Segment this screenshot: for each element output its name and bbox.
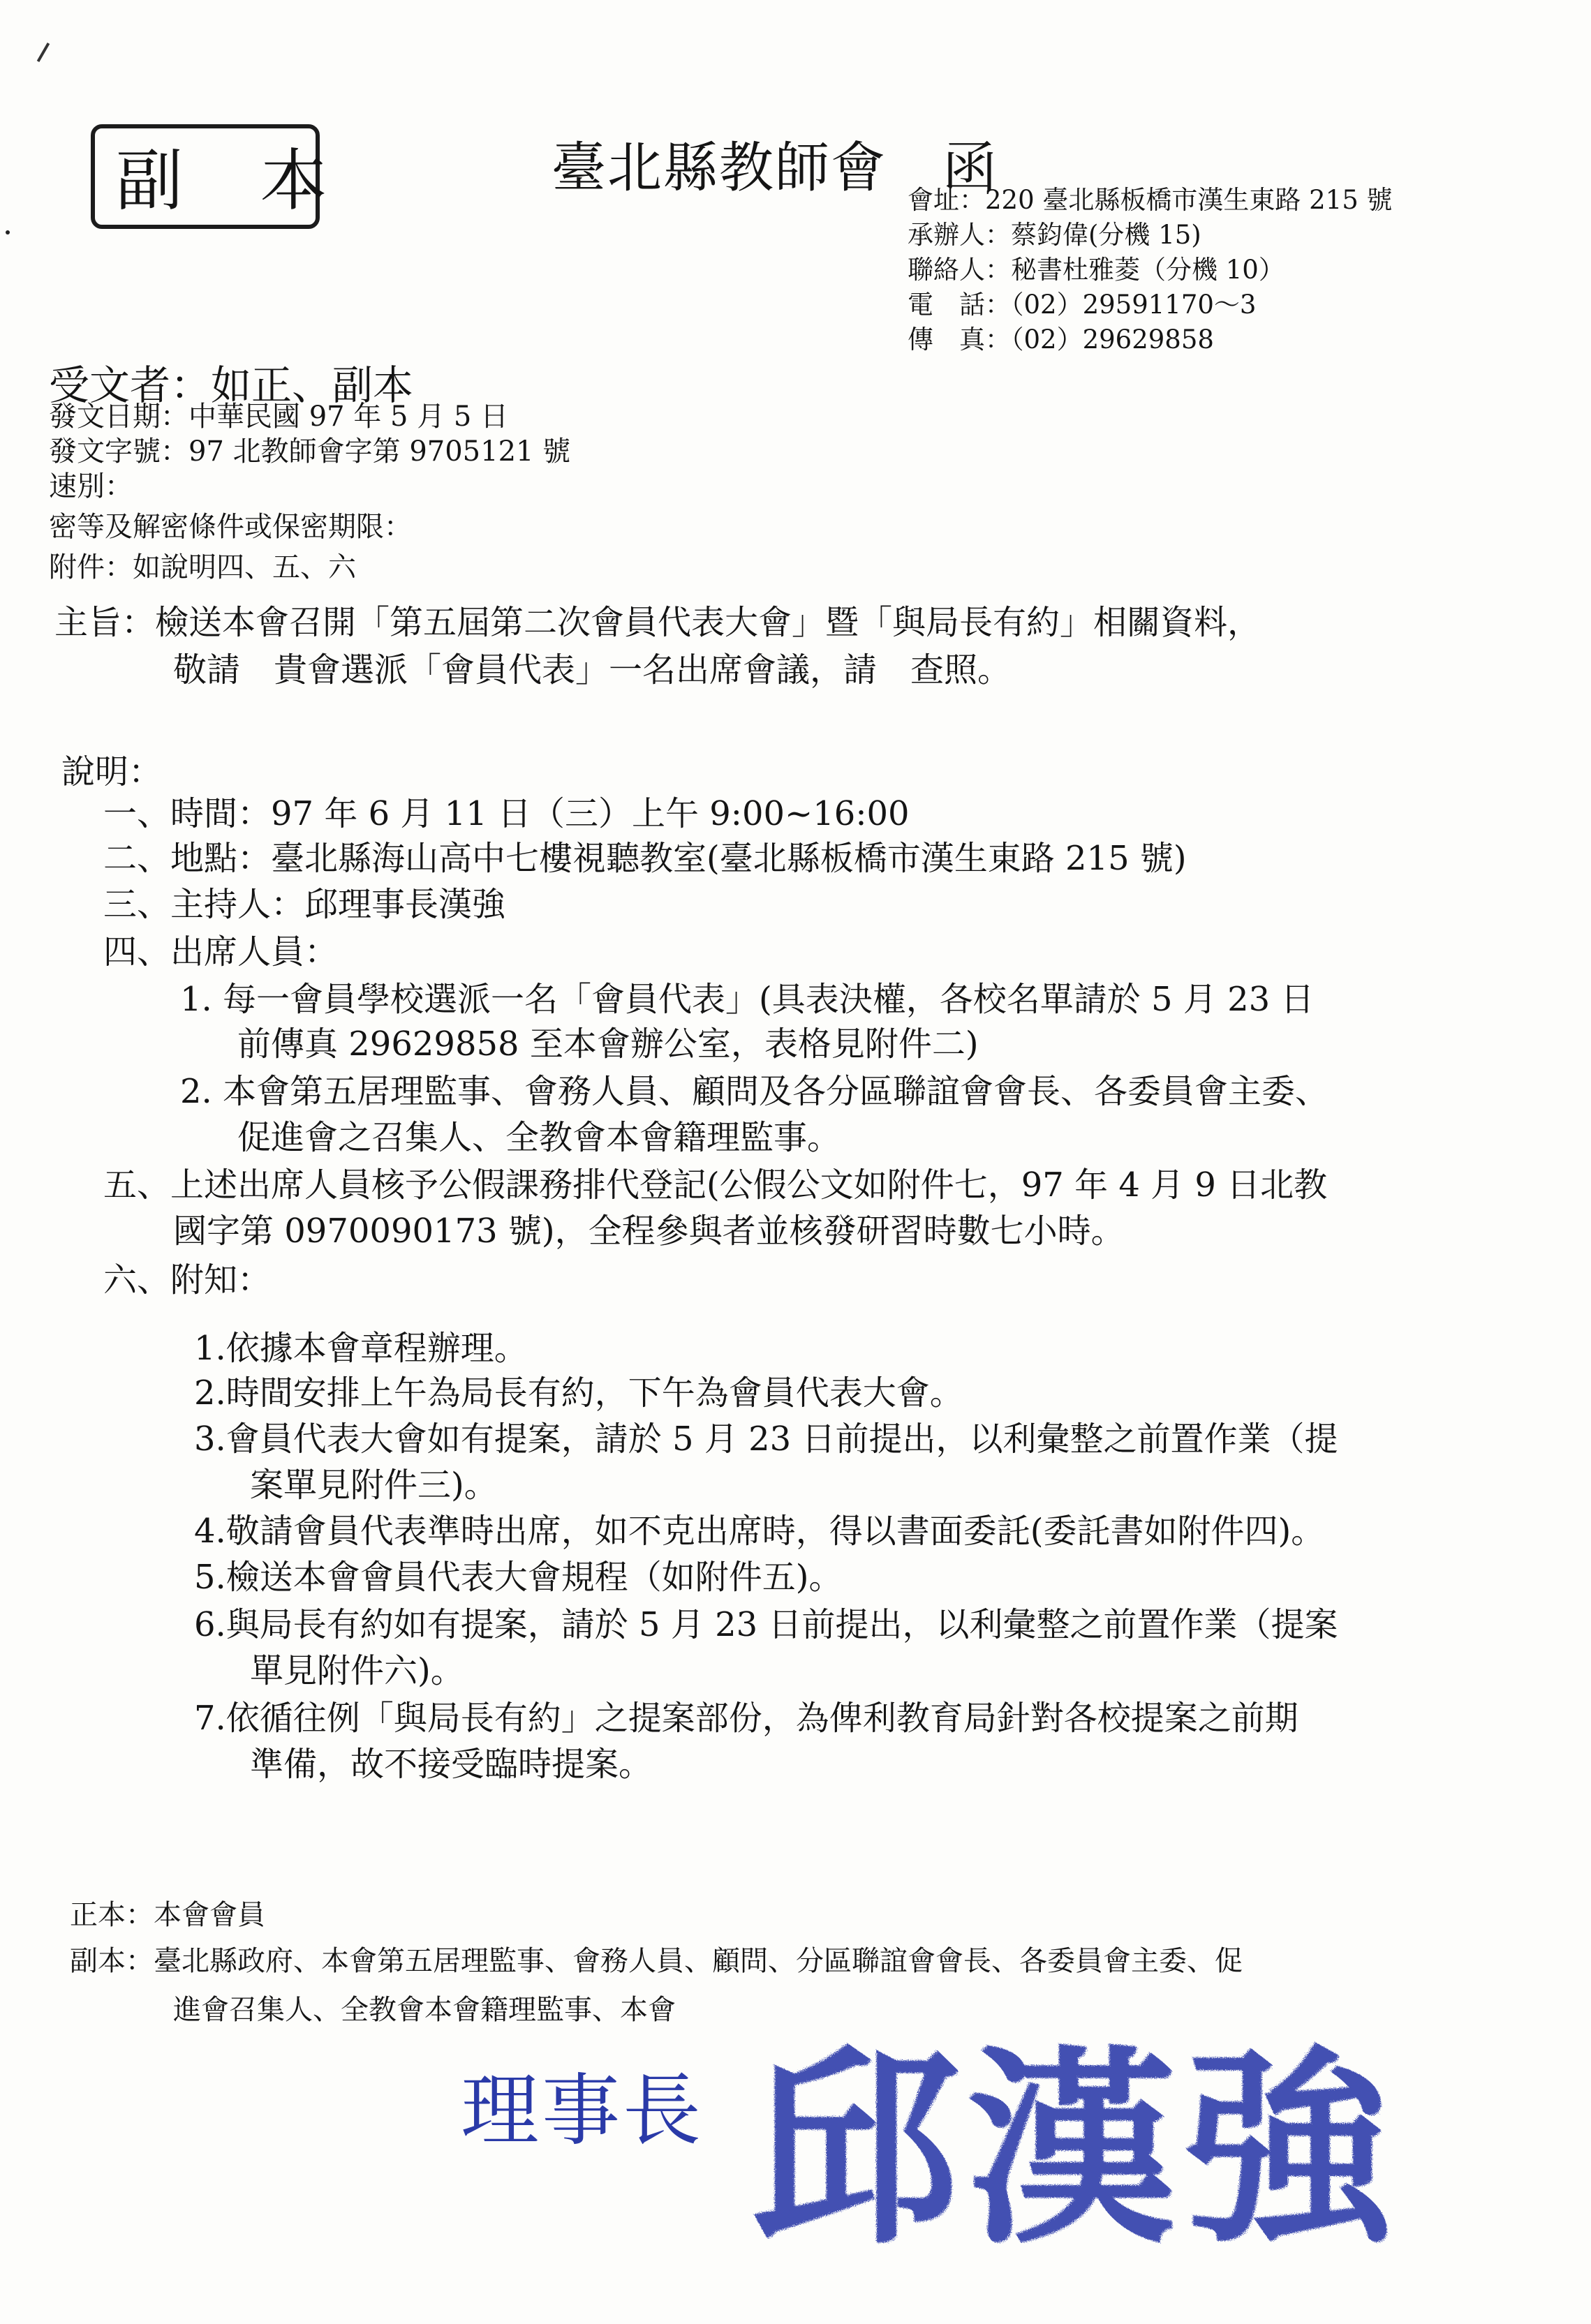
original-recipients: 正本：本會會員 bbox=[70, 1899, 265, 1931]
copy-recipients-1: 副本：臺北縣政府、本會第五居理監事、會務人員、顧問、分區聯誼會會長、各委員會主委、促 bbox=[70, 1945, 1243, 1977]
explanation-item-3: 三、主持人：邱理事長漢強 bbox=[103, 885, 506, 924]
copy-recipients-2: 進會召集人、全教會本會籍理監事、本會 bbox=[173, 1994, 676, 2026]
copy-stamp: 副 本 bbox=[91, 124, 320, 229]
note-item-continued: 單見附件六)。 bbox=[250, 1651, 464, 1690]
scan-dot bbox=[6, 230, 10, 234]
explanation-item-5a: 五、上述出席人員核予公假課務排代登記(公假公文如附件七，97 年 4 月 9 日北教 bbox=[103, 1165, 1328, 1205]
explanation-item-6: 六、附知： bbox=[103, 1260, 272, 1299]
note-item-continued: 案單見附件三)。 bbox=[250, 1466, 498, 1505]
explanation-item-4: 四、出席人員： bbox=[103, 932, 339, 971]
item-4-sub-2b: 促進會之召集人、全教會本會籍理監事。 bbox=[237, 1118, 841, 1157]
note-item: 4.敬請會員代表準時出席，如不克出席時，得以書面委託(委託書如附件四)。 bbox=[194, 1512, 1325, 1551]
recipient-line: 受文者：如正、副本 bbox=[49, 362, 414, 409]
subject-line-1: 主旨：檢送本會召開「第五屆第二次會員代表大會」暨「與局長有約」相關資料， bbox=[54, 603, 1261, 642]
scan-mark bbox=[37, 43, 50, 62]
note-item-continued: 準備，故不接受臨時提案。 bbox=[250, 1745, 653, 1784]
handler-line: 承辦人：蔡鈞偉(分機 15) bbox=[908, 220, 1201, 250]
note-item: 1.依據本會章程辦理。 bbox=[194, 1329, 528, 1368]
signature-name: 邱漢強 bbox=[750, 2026, 1400, 2265]
speed-line: 速別： bbox=[49, 470, 133, 502]
note-item: 6.與局長有約如有提案，請於 5 月 23 日前提出，以利彙整之前置作業（提案 bbox=[194, 1605, 1338, 1644]
note-item: 7.依循往例「與局長有約」之提案部份，為俾利教育局針對各校提案之前期 bbox=[194, 1699, 1298, 1738]
issue-date: 發文日期：中華民國 97 年 5 月 5 日 bbox=[49, 401, 509, 433]
note-item: 5.檢送本會會員代表大會規程（如附件五)。 bbox=[194, 1558, 843, 1597]
item-4-sub-1b: 前傳真 29629858 至本會辦公室，表格見附件二) bbox=[237, 1025, 979, 1064]
explanation-item-1: 一、時間：97 年 6 月 11 日（三）上午 9:00~16:00 bbox=[103, 794, 910, 833]
item-4-sub-1a: 1. 每一會員學校選派一名「會員代表」(具表決權，各校名單請於 5 月 23 日 bbox=[180, 980, 1315, 1019]
subject-line-2: 敬請 貴會選派「會員代表」一名出席會議，請 查照。 bbox=[173, 650, 1012, 690]
item-4-sub-2a: 2. 本會第五居理監事、會務人員、顧問及各分區聯誼會會長、各委員會主委、 bbox=[180, 1072, 1329, 1111]
fax-line: 傳 真：（02）29629858 bbox=[908, 325, 1214, 355]
signature-seal bbox=[740, 2013, 1410, 2265]
explanation-item-5b: 國字第 0970090173 號)，全程參與者並核發研習時數七小時。 bbox=[173, 1212, 1125, 1251]
phone-line: 電 話：（02）29591170～3 bbox=[908, 290, 1257, 320]
signatory-role: 理事長 bbox=[461, 2066, 704, 2157]
note-item: 2.時間安排上午為局長有約，下午為會員代表大會。 bbox=[194, 1373, 963, 1413]
note-item: 3.會員代表大會如有提案，請於 5 月 23 日前提出，以利彙整之前置作業（提 bbox=[194, 1420, 1338, 1459]
liaison-line: 聯絡人：秘書杜雅菱（分機 10） bbox=[908, 255, 1285, 285]
attachments-line: 附件：如說明四、五、六 bbox=[49, 551, 356, 583]
explanation-heading: 說明： bbox=[61, 752, 163, 791]
explanation-item-2: 二、地點：臺北縣海山高中七樓視聽教室(臺北縣板橋市漢生東路 215 號) bbox=[103, 839, 1187, 878]
secrecy-line: 密等及解密條件或保密期限： bbox=[49, 511, 412, 543]
address-line: 會址：220 臺北縣板橋市漢生東路 215 號 bbox=[908, 185, 1393, 215]
document-title: 臺北縣教師會 函 bbox=[552, 137, 999, 200]
document-number: 發文字號：97 北教師會字第 9705121 號 bbox=[49, 435, 571, 468]
